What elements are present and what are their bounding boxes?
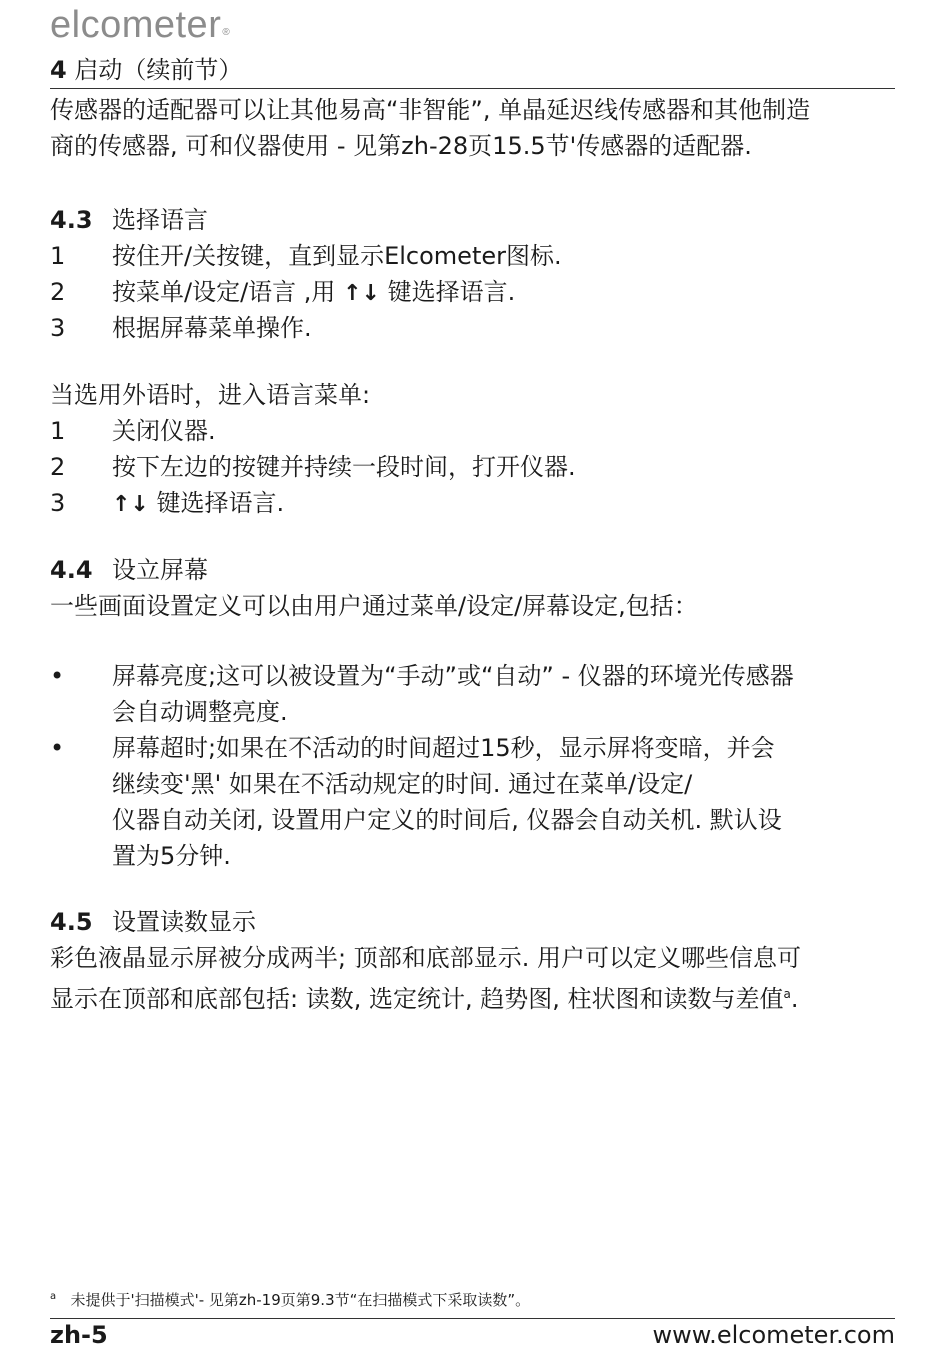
footer-rule bbox=[50, 1318, 895, 1319]
website-url: www.elcometer.com bbox=[652, 1321, 895, 1349]
header-rule bbox=[50, 88, 895, 89]
bullet-timeout-line: 继续变'黑' 如果在不活动规定的时间. 通过在菜单/设定/ bbox=[112, 770, 693, 798]
bullet-timeout-line: 屏幕超时;如果在不活动的时间超过15秒，显示屏将变暗，并会 bbox=[112, 734, 775, 762]
intro-line-1: 传感器的适配器可以让其他易高“非智能”, 单晶延迟线传感器和其他制造 bbox=[50, 96, 811, 124]
bullet-marker: • bbox=[50, 662, 65, 690]
bullet-marker: • bbox=[50, 734, 65, 762]
footnote: $^a$ 未提供于'扫描模式'- 见第zh-19页第9.3节“在扫描模式下采取读数”。 bbox=[50, 1291, 531, 1309]
foreign-language-intro: 当选用外语时，进入语言菜单: bbox=[50, 381, 371, 409]
screen-setup-intro: 一些画面设置定义可以由用户通过菜单/设定/屏幕设定,包括： bbox=[50, 592, 698, 620]
foreign-step-1: 1 关闭仪器. bbox=[50, 417, 216, 445]
up-down-arrow-icon: ↑↓ bbox=[343, 281, 380, 306]
foreign-step-2: 2 按下左边的按键并持续一段时间，打开仪器. bbox=[50, 453, 576, 481]
step-3: 3 根据屏幕菜单操作. bbox=[50, 314, 312, 342]
up-down-arrow-icon: ↑↓ bbox=[112, 492, 149, 517]
bullet-timeout-line: 置为5分钟. bbox=[112, 842, 231, 870]
bullet-brightness-line: 会自动调整亮度. bbox=[112, 698, 288, 726]
step-1: 1 按住开/关按键，直到显示Elcometer图标. bbox=[50, 242, 562, 270]
elcometer-logo: elcometer® bbox=[50, 4, 231, 46]
section-heading-4-4: 4.4 设立屏幕 bbox=[50, 556, 208, 584]
section-heading-4: 4 启动（续前节） bbox=[50, 56, 243, 84]
bullet-timeout-line: 仪器自动关闭, 设置用户定义的时间后, 仪器会自动关机. 默认设 bbox=[112, 806, 782, 834]
section-heading-4-3: 4.3 选择语言 bbox=[50, 206, 208, 234]
footnote-ref: a bbox=[783, 987, 791, 1001]
step-2: 2 按菜单/设定/语言 ,用 ↑↓ 键选择语言. bbox=[50, 278, 516, 306]
bullet-brightness-line: 屏幕亮度;这可以被设置为“手动”或“自动” - 仪器的环境光传感器 bbox=[112, 662, 794, 690]
page-number: zh-5 bbox=[50, 1321, 108, 1349]
foreign-step-3: 3 ↑↓ 键选择语言. bbox=[50, 489, 285, 517]
intro-line-2: 商的传感器, 可和仪器使用 - 见第zh-28页15.5节'传感器的适配器. bbox=[50, 132, 752, 160]
reading-display-line-2: 显示在顶部和底部包括: 读数, 选定统计, 趋势图, 柱状图和读数与差值$^a$. bbox=[50, 985, 799, 1013]
reading-display-line-1: 彩色液晶显示屏被分成两半; 顶部和底部显示. 用户可以定义哪些信息可 bbox=[50, 944, 801, 972]
section-heading-4-5: 4.5 设置读数显示 bbox=[50, 908, 256, 936]
